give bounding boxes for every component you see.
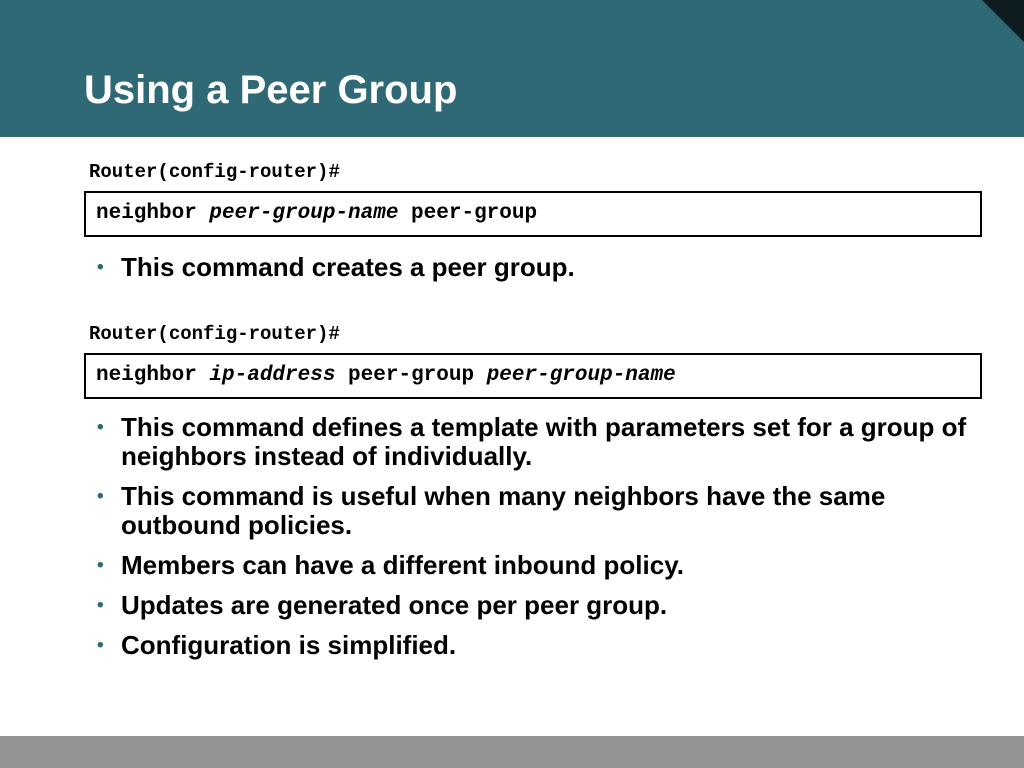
command-box-2 — [84, 353, 982, 399]
bullet-item: • Updates are generated once per peer group. — [96, 591, 976, 620]
router-prompt-2: Router(config-router)# — [89, 323, 340, 345]
command-keyword: peer-group — [335, 364, 487, 387]
command-argument: peer-group-name — [209, 202, 399, 225]
command-box-1 — [84, 191, 982, 237]
corner-triangle — [982, 0, 1024, 42]
command-syntax-1 — [96, 202, 537, 226]
command-argument: peer-group-name — [486, 364, 676, 387]
bullet-list-1 — [96, 253, 976, 293]
command-keyword: peer-group — [398, 202, 538, 225]
title-banner — [0, 0, 1024, 137]
command-syntax-2 — [96, 364, 676, 388]
router-prompt-1: Router(config-router)# — [89, 161, 340, 183]
command-keyword: neighbor — [96, 364, 210, 387]
bullet-item: • This command defines a template with parameters set for a group of neighbors instead of individually. — [96, 413, 976, 471]
bullet-item: • Configuration is simplified. — [96, 631, 976, 660]
command-keyword: neighbor — [96, 202, 210, 225]
bullet-item: • This command creates a peer group. — [96, 253, 976, 282]
command-argument: ip-address — [209, 364, 336, 387]
bullet-list-2 — [96, 413, 976, 671]
footer-bar — [0, 736, 1024, 768]
bullet-item: • This command is useful when many neighbors have the same outbound policies. — [96, 482, 976, 540]
bullet-item: • Members can have a different inbound policy. — [96, 551, 976, 580]
slide-title: Using a Peer Group — [84, 68, 458, 112]
